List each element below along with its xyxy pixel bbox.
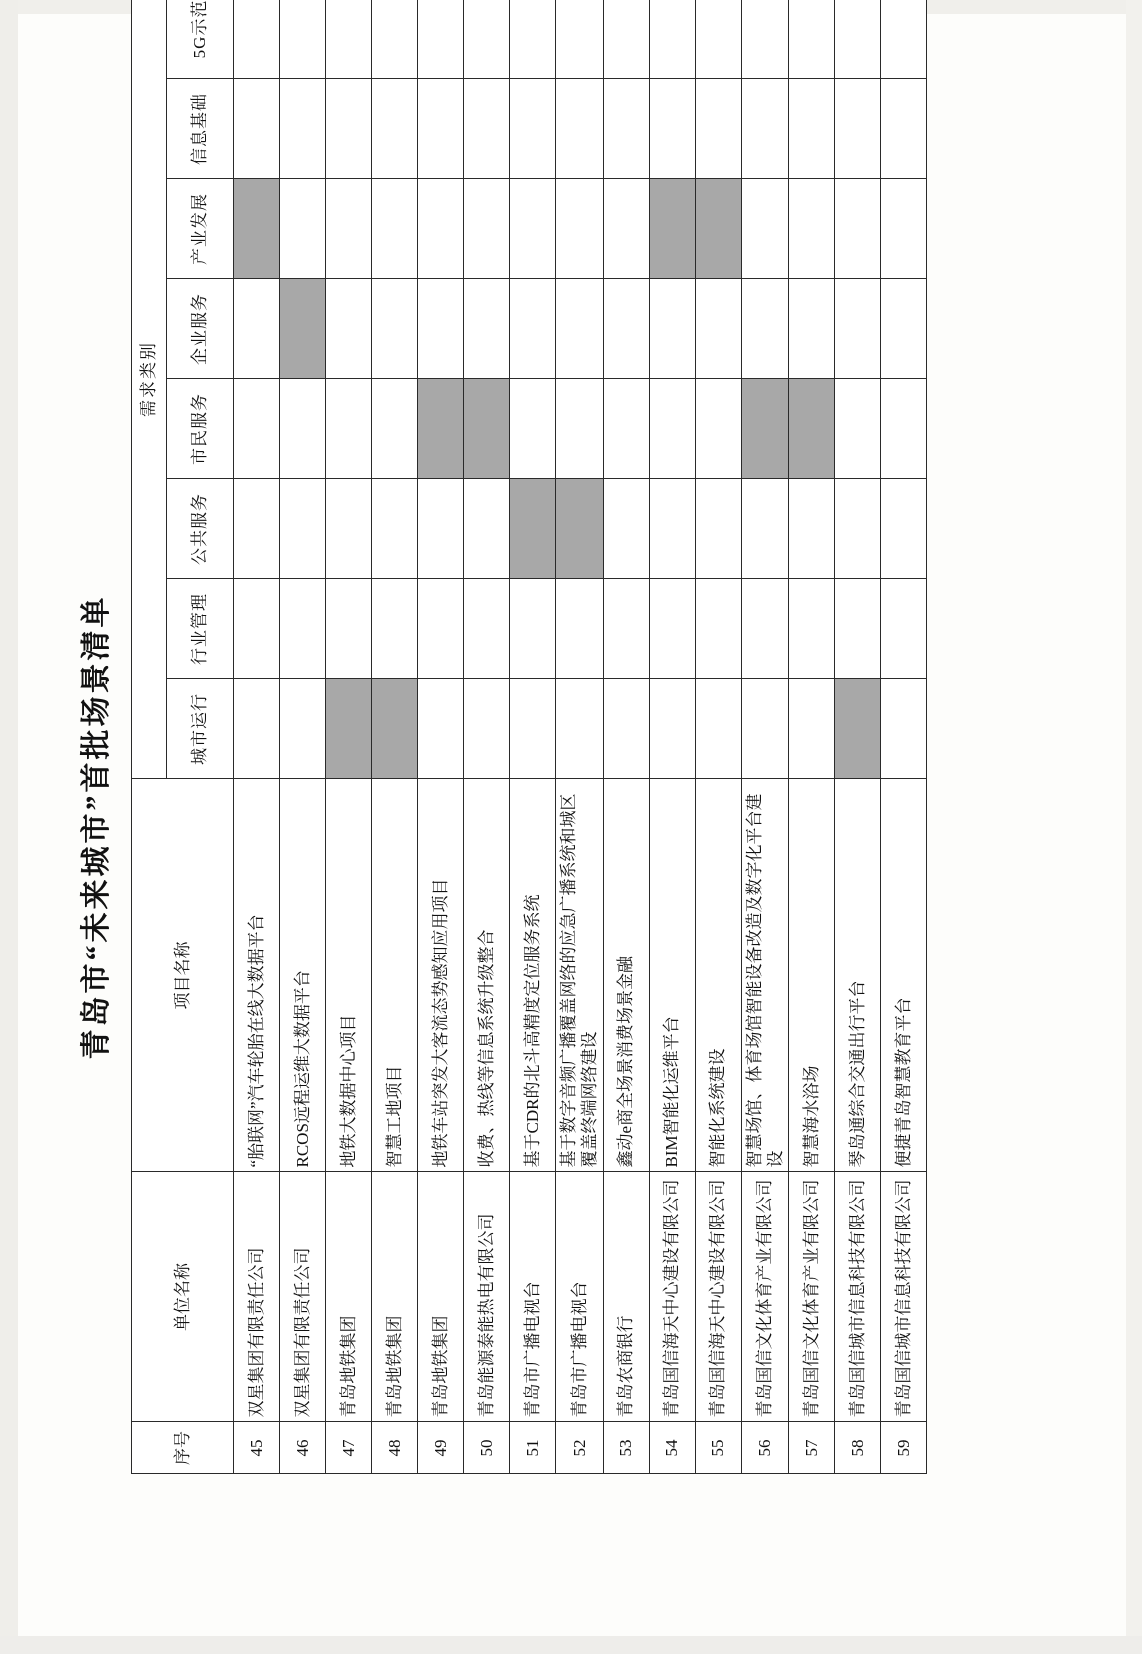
cell-project-name: RCOS远程运维大数据平台 (280, 779, 326, 1172)
cell-category-empty (418, 279, 464, 379)
cell-category-empty (510, 179, 556, 279)
cell-category-empty (649, 279, 695, 379)
cell-category-empty (741, 79, 789, 179)
cell-category-empty (603, 579, 649, 679)
cell-seq: 54 (649, 1422, 695, 1474)
header-category-3: 市民服务 (167, 379, 234, 479)
cell-category-marked (418, 379, 464, 479)
header-project: 项目名称 (132, 779, 234, 1172)
rotated-content (71, 0, 1071, 1557)
cell-category-empty (881, 179, 927, 279)
cell-category-empty (280, 0, 326, 79)
cell-unit-name: 青岛国信文化体育产业有限公司 (741, 1172, 789, 1422)
cell-category-empty (556, 79, 604, 179)
cell-category-empty (510, 379, 556, 479)
cell-category-empty (280, 179, 326, 279)
cell-category-marked (649, 179, 695, 279)
cell-seq: 53 (603, 1422, 649, 1474)
cell-category-empty (603, 79, 649, 179)
table-row (556, 0, 604, 1474)
cell-category-empty (789, 279, 835, 379)
cell-project-name: 智慧海水浴场 (789, 779, 835, 1172)
cell-seq: 45 (234, 1422, 280, 1474)
table-row (741, 0, 789, 1474)
cell-category-empty (510, 279, 556, 379)
cell-category-empty (741, 679, 789, 779)
cell-category-empty (789, 179, 835, 279)
cell-category-marked (280, 279, 326, 379)
table-body (234, 0, 927, 1474)
cell-category-empty (649, 579, 695, 679)
header-category-2: 公共服务 (167, 479, 234, 579)
cell-unit-name: 青岛农商银行 (603, 1172, 649, 1422)
cell-category-empty (510, 79, 556, 179)
cell-seq: 55 (695, 1422, 741, 1474)
cell-category-empty (510, 579, 556, 679)
header-group-row (132, 0, 167, 1474)
cell-category-empty (881, 579, 927, 679)
cell-category-empty (464, 679, 510, 779)
cell-category-empty (789, 79, 835, 179)
cell-category-empty (372, 179, 418, 279)
header-unit: 单位名称 (132, 1172, 234, 1422)
cell-category-marked (464, 379, 510, 479)
cell-category-empty (464, 0, 510, 79)
cell-category-empty (603, 279, 649, 379)
cell-category-empty (881, 79, 927, 179)
cell-category-empty (326, 479, 372, 579)
cell-category-empty (418, 579, 464, 679)
cell-category-empty (835, 179, 881, 279)
cell-category-empty (372, 579, 418, 679)
cell-unit-name: 青岛国信海天中心建设有限公司 (649, 1172, 695, 1422)
cell-category-empty (741, 279, 789, 379)
page-title: 青岛市“未来城市”首批场景清单 (80, 594, 113, 1060)
table-row (510, 0, 556, 1474)
cell-category-empty (418, 679, 464, 779)
cell-project-name: 琴岛通综合交通出行平台 (835, 779, 881, 1172)
cell-category-empty (326, 0, 372, 79)
cell-seq: 52 (556, 1422, 604, 1474)
cell-category-empty (741, 0, 789, 79)
cell-category-empty (372, 79, 418, 179)
cell-project-name: 地铁车站突发大客流态势感知应用项目 (418, 779, 464, 1172)
cell-seq: 50 (464, 1422, 510, 1474)
cell-category-empty (464, 179, 510, 279)
cell-category-empty (556, 679, 604, 779)
cell-category-empty (280, 679, 326, 779)
header-category-group: 需求类别 (132, 0, 167, 779)
cell-category-empty (510, 679, 556, 779)
cell-category-empty (881, 479, 927, 579)
cell-category-empty (603, 679, 649, 779)
cell-category-empty (881, 0, 927, 79)
page-edge-right (1126, 0, 1142, 1654)
cell-category-empty (835, 579, 881, 679)
cell-category-empty (464, 279, 510, 379)
cell-category-empty (372, 279, 418, 379)
header-category-1: 行业管理 (167, 579, 234, 679)
header-category-5: 产业发展 (167, 179, 234, 279)
cell-category-empty (649, 679, 695, 779)
cell-category-empty (280, 479, 326, 579)
cell-unit-name: 青岛市广播电视台 (556, 1172, 604, 1422)
cell-category-empty (695, 479, 741, 579)
cell-project-name: 地铁大数据中心项目 (326, 779, 372, 1172)
cell-category-empty (556, 179, 604, 279)
cell-category-marked (695, 179, 741, 279)
cell-category-empty (326, 79, 372, 179)
table-row (234, 0, 280, 1474)
cell-category-marked (234, 179, 280, 279)
cell-category-empty (234, 279, 280, 379)
cell-seq: 51 (510, 1422, 556, 1474)
header-category-0: 城市运行 (167, 679, 234, 779)
cell-category-empty (603, 379, 649, 479)
header-category-7: 5G示范 (167, 0, 234, 79)
cell-category-empty (326, 579, 372, 679)
cell-category-empty (418, 0, 464, 79)
cell-category-marked (835, 679, 881, 779)
header-seq: 序号 (132, 1422, 234, 1474)
cell-category-empty (326, 279, 372, 379)
cell-unit-name: 青岛能源泰能热电有限公司 (464, 1172, 510, 1422)
cell-category-empty (418, 79, 464, 179)
cell-unit-name: 青岛地铁集团 (418, 1172, 464, 1422)
cell-category-empty (372, 379, 418, 479)
cell-category-empty (741, 179, 789, 279)
cell-project-name: 收费、热线等信息系统升级整合 (464, 779, 510, 1172)
cell-category-empty (280, 379, 326, 479)
table-row (603, 0, 649, 1474)
cell-category-empty (835, 279, 881, 379)
cell-category-empty (234, 479, 280, 579)
cell-category-empty (372, 479, 418, 579)
cell-category-empty (695, 579, 741, 679)
cell-category-marked (372, 679, 418, 779)
cell-project-name: 智慧场馆、体育场馆智能设备改造及数字化平台建设 (741, 779, 789, 1172)
cell-category-empty (649, 379, 695, 479)
cell-unit-name: 青岛地铁集团 (326, 1172, 372, 1422)
cell-category-empty (649, 79, 695, 179)
cell-project-name: 智能化系统建设 (695, 779, 741, 1172)
cell-category-marked (741, 379, 789, 479)
cell-category-empty (326, 379, 372, 479)
cell-category-marked (556, 479, 604, 579)
cell-category-empty (741, 579, 789, 679)
cell-seq: 58 (835, 1422, 881, 1474)
cell-category-empty (234, 379, 280, 479)
cell-category-empty (835, 79, 881, 179)
cell-unit-name: 青岛国信城市信息科技有限公司 (881, 1172, 927, 1422)
cell-seq: 48 (372, 1422, 418, 1474)
cell-project-name: 智慧工地项目 (372, 779, 418, 1172)
table-row (649, 0, 695, 1474)
cell-project-name: “胎联网”汽车轮胎在线大数据平台 (234, 779, 280, 1172)
cell-category-empty (234, 79, 280, 179)
cell-category-empty (789, 579, 835, 679)
cell-category-empty (789, 0, 835, 79)
cell-category-empty (464, 479, 510, 579)
cell-category-empty (603, 0, 649, 79)
cell-seq: 59 (881, 1422, 927, 1474)
cell-category-empty (280, 79, 326, 179)
cell-seq: 47 (326, 1422, 372, 1474)
cell-project-name: BIM智能化运维平台 (649, 779, 695, 1172)
table-row (280, 0, 326, 1474)
cell-project-name: 基于CDR的北斗高精度定位服务系统 (510, 779, 556, 1172)
cell-category-marked (326, 679, 372, 779)
table-head (132, 0, 234, 1474)
cell-category-marked (789, 379, 835, 479)
cell-unit-name: 青岛国信海天中心建设有限公司 (695, 1172, 741, 1422)
cell-unit-name: 青岛国信城市信息科技有限公司 (835, 1172, 881, 1422)
cell-category-empty (234, 0, 280, 79)
table-row (418, 0, 464, 1474)
table-row (695, 0, 741, 1474)
table-row (835, 0, 881, 1474)
cell-seq: 49 (418, 1422, 464, 1474)
cell-category-empty (695, 0, 741, 79)
cell-category-empty (695, 279, 741, 379)
cell-category-empty (789, 479, 835, 579)
scene-list-table (131, 0, 927, 1475)
table-row (372, 0, 418, 1474)
cell-project-name: 基于数字音频广播覆盖网络的应急广播系统和城区覆盖终端网络建设 (556, 779, 604, 1172)
cell-unit-name: 双星集团有限责任公司 (234, 1172, 280, 1422)
cell-category-empty (649, 0, 695, 79)
cell-category-empty (464, 79, 510, 179)
cell-category-empty (418, 479, 464, 579)
cell-category-empty (835, 0, 881, 79)
cell-category-empty (603, 479, 649, 579)
cell-project-name: 便捷青岛智慧教育平台 (881, 779, 927, 1172)
cell-category-empty (556, 579, 604, 679)
cell-category-empty (695, 679, 741, 779)
cell-unit-name: 青岛市广播电视台 (510, 1172, 556, 1422)
page-edge-left (0, 0, 18, 1654)
cell-category-empty (695, 379, 741, 479)
cell-category-empty (464, 579, 510, 679)
cell-seq: 46 (280, 1422, 326, 1474)
cell-category-empty (649, 479, 695, 579)
cell-category-empty (556, 279, 604, 379)
cell-category-empty (789, 679, 835, 779)
cell-category-empty (556, 0, 604, 79)
cell-category-empty (835, 379, 881, 479)
cell-category-empty (234, 679, 280, 779)
cell-category-marked (510, 479, 556, 579)
cell-category-empty (556, 379, 604, 479)
header-category-4: 企业服务 (167, 279, 234, 379)
cell-category-empty (881, 279, 927, 379)
cell-category-empty (372, 0, 418, 79)
table-row (881, 0, 927, 1474)
cell-category-empty (695, 79, 741, 179)
cell-category-empty (881, 379, 927, 479)
cell-category-empty (741, 479, 789, 579)
cell-category-empty (835, 479, 881, 579)
cell-unit-name: 青岛国信文化体育产业有限公司 (789, 1172, 835, 1422)
table-row (789, 0, 835, 1474)
cell-unit-name: 青岛地铁集团 (372, 1172, 418, 1422)
cell-project-name: 鑫动e商全场景消费场景金融 (603, 779, 649, 1172)
page-edge-bottom (0, 1636, 1142, 1654)
cell-category-empty (881, 679, 927, 779)
table-row (326, 0, 372, 1474)
scene-list-table-wrapper (131, 0, 927, 1475)
cell-seq: 57 (789, 1422, 835, 1474)
cell-unit-name: 双星集团有限责任公司 (280, 1172, 326, 1422)
cell-category-empty (234, 579, 280, 679)
cell-category-empty (280, 579, 326, 679)
cell-category-empty (603, 179, 649, 279)
cell-category-empty (326, 179, 372, 279)
cell-seq: 56 (741, 1422, 789, 1474)
cell-category-empty (510, 0, 556, 79)
header-category-6: 信息基础 (167, 79, 234, 179)
table-row (464, 0, 510, 1474)
cell-category-empty (418, 179, 464, 279)
